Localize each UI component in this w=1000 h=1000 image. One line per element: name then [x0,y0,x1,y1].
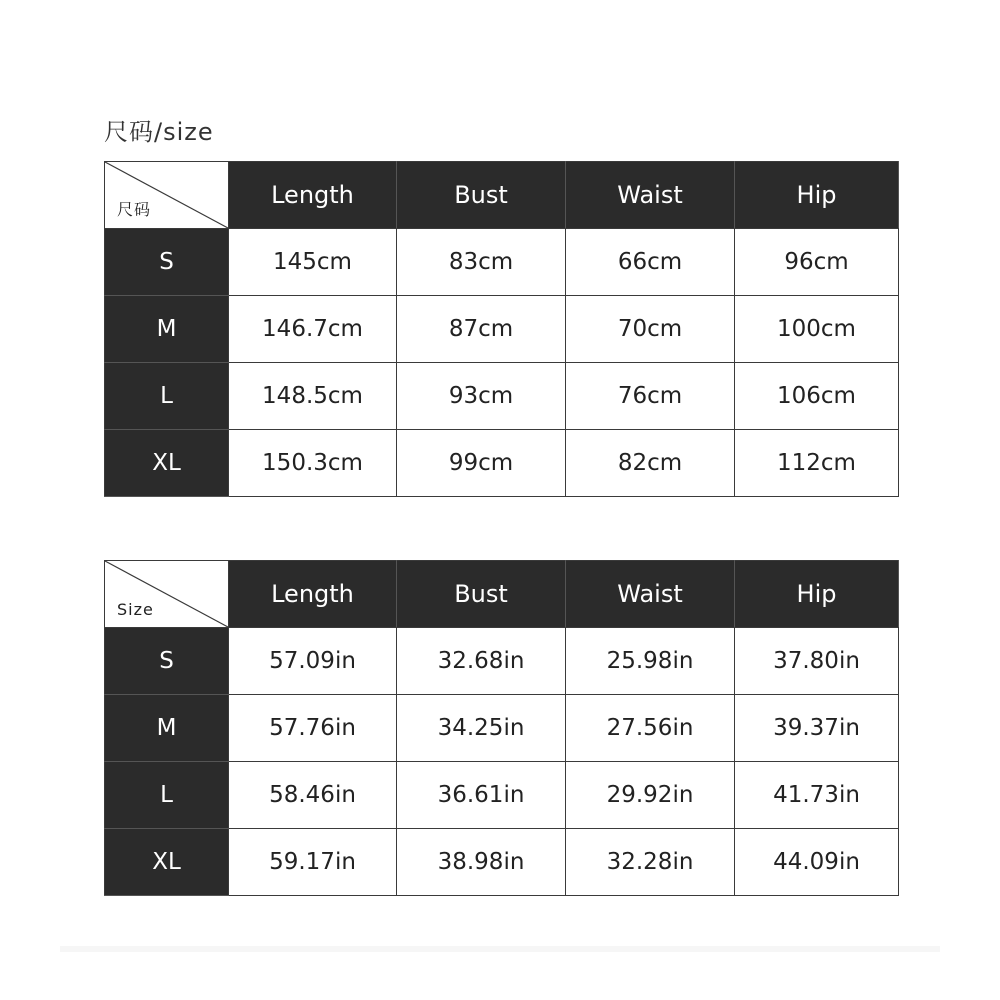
table-cell: 83cm [397,229,566,296]
table-header-row [105,561,899,628]
row-header-size: M [105,695,229,762]
table-cell: 100cm [735,296,899,363]
column-header-waist: Waist [566,561,735,628]
bottom-divider [60,946,940,952]
table-row [105,628,899,695]
table-cell: 150.3cm [229,430,397,497]
column-header-hip: Hip [735,162,899,229]
table-cell: 106cm [735,363,899,430]
table-cell: 25.98in [566,628,735,695]
table-cell: 82cm [566,430,735,497]
table-cell: 32.68in [397,628,566,695]
table-cell: 39.37in [735,695,899,762]
table-row [105,296,899,363]
row-header-size: L [105,762,229,829]
table-cell: 87cm [397,296,566,363]
table-cell: 29.92in [566,762,735,829]
table-cell: 34.25in [397,695,566,762]
table-cell: 112cm [735,430,899,497]
table-cell: 70cm [566,296,735,363]
table-cell: 148.5cm [229,363,397,430]
column-header-length: Length [229,561,397,628]
table-cell: 36.61in [397,762,566,829]
corner-label: Size [117,600,154,619]
table-row [105,762,899,829]
size-table-inches [104,560,899,896]
table-cell: 37.80in [735,628,899,695]
row-header-size: L [105,363,229,430]
column-header-bust: Bust [397,162,566,229]
table-cell: 76cm [566,363,735,430]
table-cell: 57.76in [229,695,397,762]
table-cell: 59.17in [229,829,397,896]
row-header-size: S [105,628,229,695]
table-row [105,829,899,896]
table-cell: 38.98in [397,829,566,896]
corner-cell [105,561,229,628]
table-cell: 146.7cm [229,296,397,363]
table-cell: 44.09in [735,829,899,896]
table-cell: 58.46in [229,762,397,829]
table-cell: 145cm [229,229,397,296]
row-header-size: M [105,296,229,363]
column-header-length: Length [229,162,397,229]
row-header-size: XL [105,829,229,896]
table-row [105,430,899,497]
table-cell: 66cm [566,229,735,296]
column-header-bust: Bust [397,561,566,628]
column-header-hip: Hip [735,561,899,628]
row-header-size: XL [105,430,229,497]
table-cell: 32.28in [566,829,735,896]
table-row [105,229,899,296]
table-cell: 41.73in [735,762,899,829]
corner-cell [105,162,229,229]
row-header-size: S [105,229,229,296]
table-row [105,363,899,430]
table-cell: 99cm [397,430,566,497]
corner-label: 尺码 [117,200,152,219]
table-cell: 93cm [397,363,566,430]
size-table-cm [104,161,899,497]
table-cell: 27.56in [566,695,735,762]
table-cell: 96cm [735,229,899,296]
table-row [105,695,899,762]
column-header-waist: Waist [566,162,735,229]
table-header-row [105,162,899,229]
page-title: 尺码/size [104,118,214,146]
table-cell: 57.09in [229,628,397,695]
